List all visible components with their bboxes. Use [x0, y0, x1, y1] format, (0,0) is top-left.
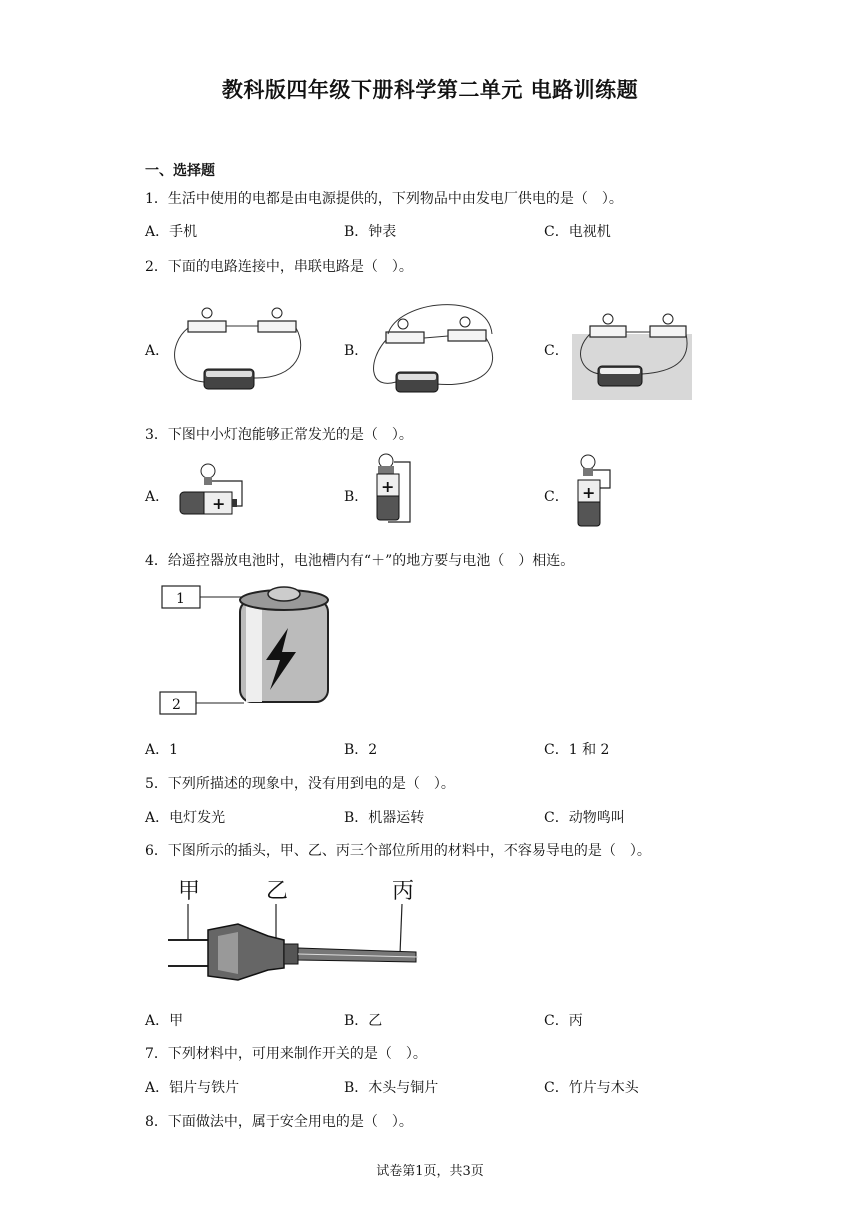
plug-label-yi: 乙 [266, 879, 289, 904]
question-6-option-a[interactable]: A．甲 [145, 1013, 184, 1029]
plug-label-bing: 丙 [392, 879, 415, 904]
bulb-battery-figure-a [176, 462, 248, 520]
bulb-battery-figure-b [374, 452, 424, 526]
question-2-option-c[interactable]: C． [544, 343, 569, 359]
question-2-stem: 2．下面的电路连接中，串联电路是（ ）。 [145, 259, 413, 275]
question-3-stem: 3．下图中小灯泡能够正常发光的是（ ）。 [145, 427, 413, 443]
question-7-stem: 7．下列材料中，可用来制作开关的是（ ）。 [145, 1046, 427, 1062]
question-2-option-a[interactable]: A． [145, 343, 170, 359]
question-6-stem: 6．下图所示的插头，甲、乙、丙三个部位所用的材料中，不容易导电的是（ ）。 [145, 843, 651, 859]
circuit-figure-c [572, 312, 694, 402]
question-2-option-b[interactable]: B． [344, 343, 369, 359]
question-7-option-c[interactable]: C．竹片与木头 [544, 1080, 639, 1096]
circuit-figure-a [168, 304, 308, 400]
battery-plus-label: + [212, 494, 226, 513]
question-3-option-b[interactable]: B． [344, 489, 369, 505]
question-4-option-b[interactable]: B．2 [344, 742, 378, 758]
question-7-option-a[interactable]: A．铝片与铁片 [145, 1080, 240, 1096]
question-1-option-a[interactable]: A．手机 [145, 224, 198, 240]
bulb-battery-figure-c [576, 454, 626, 530]
question-3-option-a[interactable]: A． [145, 489, 170, 505]
question-6-option-c[interactable]: C．丙 [544, 1013, 583, 1029]
battery-label-1: 1 [176, 591, 185, 607]
question-6-option-b[interactable]: B．乙 [344, 1013, 383, 1029]
battery-plus-label: + [381, 477, 395, 496]
section-heading: 一、选择题 [145, 163, 215, 179]
question-7-option-b[interactable]: B．木头与铜片 [344, 1080, 439, 1096]
question-5-option-a[interactable]: A．电灯发光 [145, 810, 226, 826]
page-footer: 试卷第1页，共3页 [376, 1164, 484, 1179]
question-5-stem: 5．下列所描述的现象中，没有用到电的是（ ）。 [145, 776, 455, 792]
question-5-option-c[interactable]: C．动物鸣叫 [544, 810, 625, 826]
question-1-option-c[interactable]: C．电视机 [544, 224, 611, 240]
plug-figure [168, 896, 424, 982]
page-title: 教科版四年级下册科学第二单元 电路训练题 [221, 77, 639, 102]
battery-label-2: 2 [172, 697, 181, 713]
question-4-stem: 4．给遥控器放电池时，电池槽内有“＋”的地方要与电池（ ）相连。 [145, 553, 575, 569]
battery-plus-label: + [582, 483, 596, 502]
plug-label-jia: 甲 [178, 879, 201, 904]
question-5-option-b[interactable]: B．机器运转 [344, 810, 425, 826]
question-1-option-b[interactable]: B．钟表 [344, 224, 397, 240]
question-1-stem: 1．生活中使用的电都是由电源提供的，下列物品中由发电厂供电的是（ ）。 [145, 191, 623, 207]
question-3-option-c[interactable]: C． [544, 489, 569, 505]
question-8-stem: 8．下面做法中，属于安全用电的是（ ）。 [145, 1114, 413, 1130]
question-4-option-a[interactable]: A．1 [145, 742, 179, 758]
circuit-figure-b [368, 300, 508, 400]
question-4-option-c[interactable]: C．1 和 2 [544, 742, 610, 758]
